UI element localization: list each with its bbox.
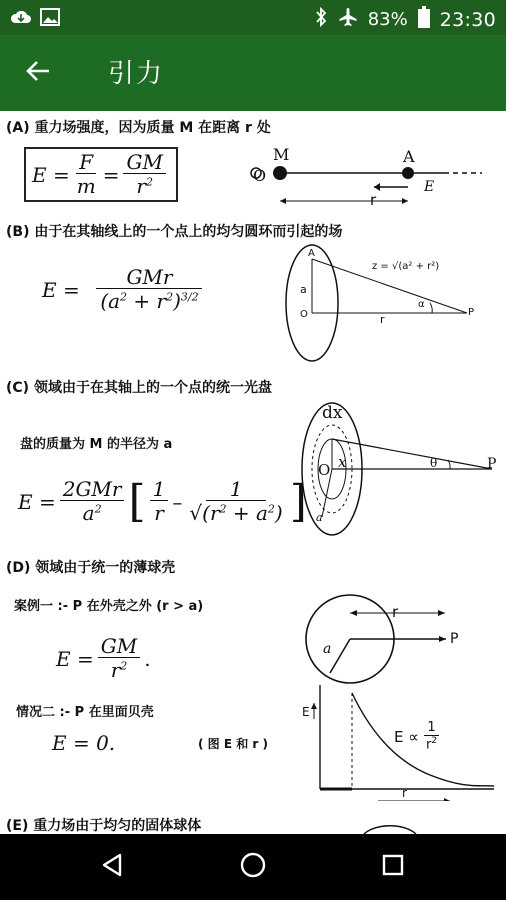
section-d-graph-r: r (402, 786, 407, 800)
section-c-note: 盘的质量为 M 的半径为 a (20, 437, 173, 452)
section-a-label-r: r (370, 191, 377, 209)
section-d-label-r: r (392, 603, 399, 621)
section-b-label-a: a (300, 283, 307, 296)
section-c-label-theta: θ (430, 456, 438, 470)
nav-home-button[interactable] (233, 847, 273, 887)
section-a-formula: E = $\frac{F}{m}$ = $\frac{GM}{r^2}$ (24, 147, 178, 202)
section-b-label-p: P (468, 307, 475, 318)
nav-home-icon (239, 851, 267, 883)
nav-back-icon (100, 852, 124, 882)
section-a-label-e: E (424, 179, 435, 195)
section-c-label-p: P (487, 456, 497, 472)
section-b-diagram (282, 241, 492, 366)
section-b-label-z: z = √(a² + r²) (372, 261, 440, 272)
section-c-label-dx: dx (322, 403, 343, 423)
section-b-label-alpha: α (418, 299, 425, 310)
back-arrow-icon (25, 59, 51, 87)
nav-recents-icon (381, 853, 405, 881)
section-d-label-a: a (323, 641, 332, 657)
section-b-label-top: A (308, 248, 315, 259)
nav-recents-button[interactable] (373, 847, 413, 887)
status-bar (0, 0, 506, 35)
section-c-title: (C) 领域由于在其轴上的一个点的统一光盘 (6, 380, 272, 396)
section-c-label-x: x (338, 453, 347, 471)
content-area[interactable] (0, 111, 506, 834)
section-b-label-o: O (300, 309, 308, 320)
airplane-icon (338, 7, 358, 32)
app-bar (0, 35, 506, 111)
section-a-label-m: M (273, 145, 290, 164)
navigation-bar (0, 834, 506, 900)
battery-percent: 83% (367, 9, 408, 30)
image-icon (40, 8, 60, 30)
section-c-label-o: O (318, 461, 331, 479)
section-e-title: (E) 重力场由于均匀的固体球体 (6, 818, 202, 834)
bluetooth-icon (314, 7, 328, 32)
section-b-formula: E = $\frac{\text{GMr}}{(a^2 + r^2)^{3/2}}$ (42, 266, 206, 313)
section-a-title: (A) 重力场强度，因为质量 M 在距离 r 处 (6, 120, 271, 136)
section-c-label-a: a (316, 511, 323, 524)
back-button[interactable] (18, 53, 58, 93)
battery-icon (418, 6, 430, 33)
section-d-label-p: P (450, 631, 459, 647)
section-a-label-a: A (403, 147, 415, 166)
cloud-icon (10, 8, 32, 30)
page-title: 引力 (108, 59, 165, 89)
section-d-graph-prop-label: E ∝ (394, 728, 419, 747)
section-a-label-o: O (253, 166, 267, 185)
clock: 23:30 (439, 8, 496, 31)
section-d-graph-note: ( 图 E 和 r ) (198, 737, 268, 751)
section-d-formula: E = $\frac{GM}{r^2}$ . (56, 634, 151, 682)
section-c-formula: E = $\frac{\text{2GMr}}{a^2}$ [ $\frac{1}{r}$ – $\frac{1}{√(r^2 + a^2)}$ ] (18, 476, 307, 527)
nav-back-button[interactable] (92, 847, 132, 887)
section-d-graph-prop: E ∝ $\frac{1}{r^2}$ (394, 720, 438, 753)
section-d-case1: 案例一 :- P 在外壳之外 (r > a) (14, 599, 204, 614)
section-b-label-r: r (380, 313, 385, 326)
section-d-case2: 情况二 :- P 在里面贝壳 (16, 705, 154, 720)
section-e-diagram-edge (360, 823, 420, 834)
section-b-title: (B) 由于在其轴线上的一个点上的均匀圆环而引起的场 (6, 224, 343, 240)
section-d-zero-formula: E = 0. (52, 731, 116, 755)
section-d-graph-e: E (302, 705, 310, 719)
section-d-title: (D) 领域由于统一的薄球壳 (6, 560, 176, 576)
